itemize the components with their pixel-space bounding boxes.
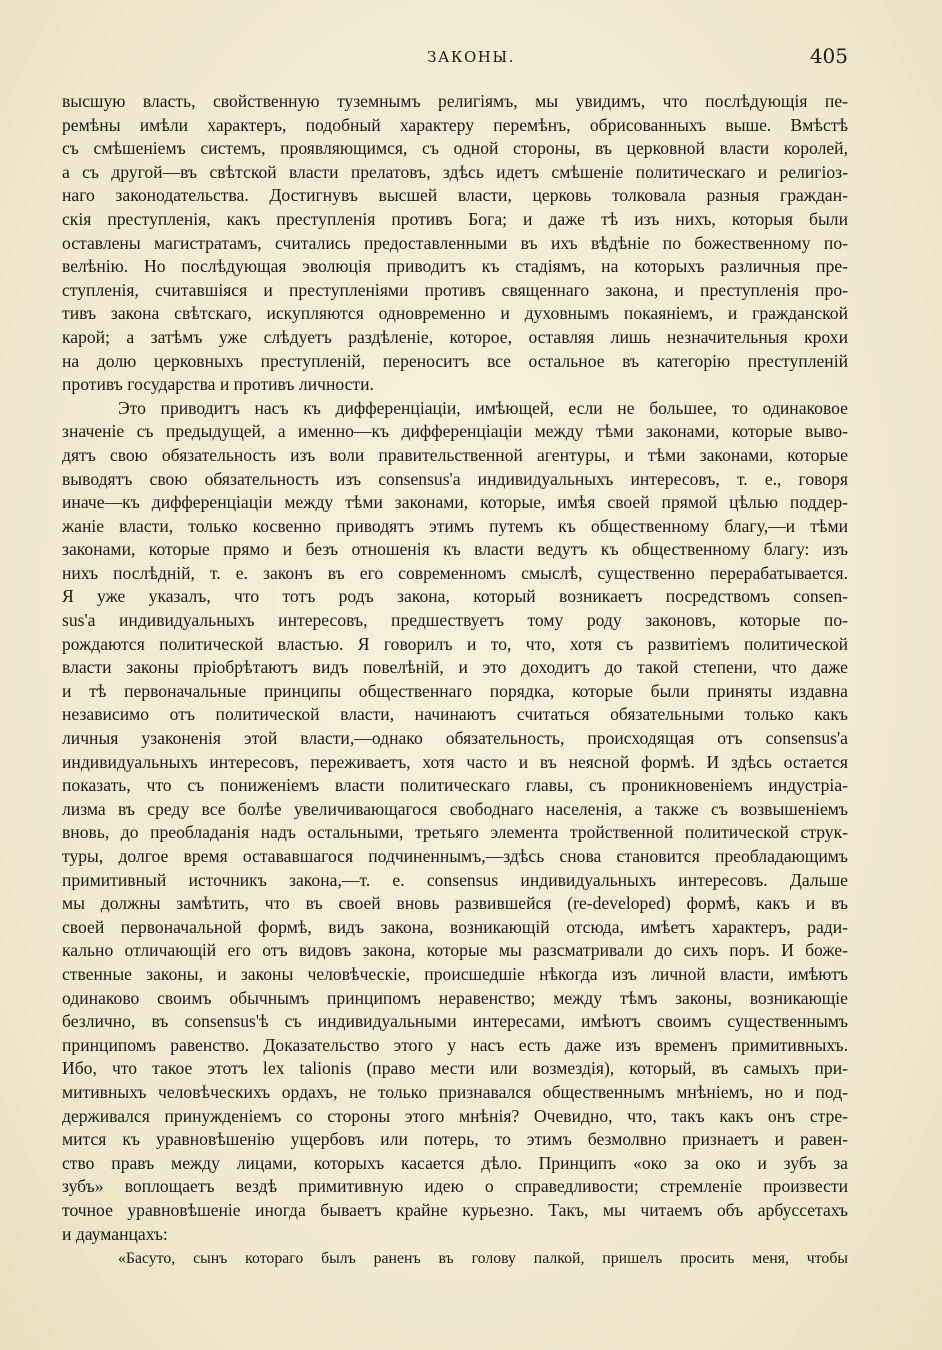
- text-line: выводятъ свою обязательность изъ consensus'а индивидуальныхъ интересовъ, т. е., говоря: [62, 468, 848, 489]
- text-line: мится къ уравновѣшенію ущербовъ или потерь, то этимъ безмолвно признаетъ и равен-: [62, 1129, 848, 1150]
- text-line: дятъ свою обязательность изъ воли правительственной агентуры, и тѣми законами, которые: [62, 444, 848, 465]
- text-line: велѣнію. Но послѣдующая эволюція приводитъ къ стадіямъ, на которыхъ различныя пре-: [62, 256, 848, 277]
- text-line: держивался принужденіемъ со стороны этого мнѣнія? Очевидно, что, такъ какъ онъ стре-: [62, 1105, 848, 1126]
- text-line: жаніе власти, только косвенно приводятъ этимъ путемъ къ общественному благу,—и тѣми: [62, 515, 848, 536]
- text-line: личныя узаконенія этой власти,—однако обязательность, происходящая отъ consensus'а: [62, 728, 848, 749]
- text-line: иначе—къ дифференціаціи между тѣми законами, которые, имѣя своей прямой цѣлью поддер-: [62, 492, 848, 513]
- text-line: туры, долгое время остававшагося подчиненнымъ,—здѣсь снова становится преобладающимъ: [62, 846, 848, 866]
- text-line: примитивный источникъ закона,—т. е. consensus индивидуальныхъ интересовъ. Дальше: [62, 869, 848, 890]
- text-line: Я уже указалъ, что тотъ родъ закона, который возникаетъ посредствомъ consen-: [62, 586, 848, 607]
- text-line: зубъ» воплощаетъ вездѣ примитивную идею о справедливости; стремленіе произвести: [62, 1176, 848, 1197]
- paragraph-2: [62, 397, 848, 1246]
- text-line: Ибо, что такое этотъ lex talionis (право мести или возмездія), который, въ самыхъ при-: [62, 1058, 848, 1079]
- text-line: власти законы пріобрѣтаютъ видъ повелѣній, и это доходитъ до такой степени, что даже: [62, 657, 848, 678]
- text-line: рождаются политической властью. Я говорилъ и то, что, хотя съ развитіемъ политической: [62, 633, 848, 654]
- paragraph-1: [62, 90, 848, 397]
- text-line: и дауманцахъ:: [62, 1223, 168, 1244]
- text-line: а съ другой—въ свѣтской власти прелатовъ, здѣсь идетъ смѣшеніе политическаго и религіоз-: [62, 161, 848, 182]
- running-title: ЗАКОНЫ.: [427, 48, 515, 66]
- text-line: индивидуальныхъ интересовъ, переживаетъ, хотя часто и въ неясной формѣ. И здѣсь остается: [62, 751, 848, 772]
- text-line: ремѣны имѣли характеръ, подобный характеру перемѣнъ, обрисованныхъ выше. Вмѣстѣ: [62, 114, 848, 135]
- text-line: съ смѣшеніемъ системъ, проявляющимся, съ одной стороны, въ церковной власти королей,: [62, 138, 848, 159]
- text-line: значеніе съ предыдущей, а именно—къ дифференціаціи между тѣми законами, которые выво-: [62, 421, 848, 442]
- text-line: митивныхъ человѣческихъ ордахъ, не только признавался общественнымъ мнѣніемъ, но и под-: [62, 1081, 848, 1102]
- text-line: оставлены магистратамъ, считались предоставленными въ ихъ вѣдѣніе по божественному по-: [62, 232, 848, 253]
- text-line: ступленія, считавшіяся и преступленіями противъ священнаго закона, и преступленія про-: [62, 279, 848, 300]
- text-line: законами, которые прямо и безъ отношенія къ власти ведутъ къ общественному благу: изъ: [62, 539, 848, 560]
- page-number: 405: [809, 44, 848, 68]
- text-line: наго законодательства. Достигнувъ высшей власти, церковь толковала разныя граждан-: [62, 185, 848, 206]
- body-text: [62, 90, 848, 1271]
- text-line: вновь, до преобладанія надъ остальными, третьяго элемента тройственной политической струк-: [62, 822, 848, 843]
- text-line: sus'а индивидуальныхъ интересовъ, предшествуетъ тому роду законовъ, которые по-: [62, 610, 848, 631]
- text-line: мы должны замѣтить, что въ своей вновь развившейся (re-developed) формѣ, какъ и въ: [62, 893, 848, 914]
- text-line: принципомъ равенство. Доказательство этого у насъ есть даже изъ временъ примитивныхъ.: [62, 1034, 848, 1055]
- text-line: противъ государства и противъ личности.: [62, 374, 374, 395]
- text-line: карой; а затѣмъ уже слѣдуетъ раздѣленіе, которое, оставляя лишь незначительныя крохи: [62, 326, 848, 347]
- text-line: безлично, въ consensus'ѣ съ индивидуальными интересами, имѣютъ своимъ существеннымъ: [62, 1011, 848, 1032]
- text-line: независимо отъ политической власти, начинаютъ считаться обязательными только какъ: [62, 704, 848, 725]
- text-line: ство правъ между лицами, которыхъ касается дѣло. Принципъ «око за око и зубъ за: [62, 1152, 848, 1173]
- text-line: кально отличающій его отъ видовъ закона, которые мы разсматривали до сихъ поръ. И боже-: [62, 940, 848, 961]
- text-line: показать, что съ пониженіемъ власти политическаго главы, съ проникновеніемъ индустріа-: [62, 775, 848, 796]
- text-line: своей первоначальной формѣ, видъ закона, возникающій отсюда, имѣетъ характеръ, ради-: [62, 916, 848, 937]
- text-line: лизма въ среду все болѣе увеличивающагося свободнаго населенія, а также съ возвышеніемъ: [62, 798, 848, 819]
- quote-paragraph: [62, 1247, 848, 1271]
- text-line: нихъ послѣдній, т. е. законъ въ его современномъ смыслѣ, существенно перерабатывается.: [62, 562, 848, 583]
- text-line: Это приводитъ насъ къ дифференціаціи, имѣющей, если не большее, то одинаковое: [118, 397, 848, 418]
- text-line: ственные законы, и законы человѣческіе, происшедшіе нѣкогда изъ личной власти, имѣютъ: [62, 963, 848, 984]
- text-line: точное уравновѣшеніе иногда бываетъ крайне курьезно. Такъ, мы читаемъ объ арбуссетахъ: [62, 1199, 848, 1220]
- text-line: на долю церковныхъ преступленій, переноситъ все остальное въ категорію преступленій: [62, 350, 848, 371]
- text-line: высшую власть, свойственную туземнымъ религіямъ, мы увидимъ, что послѣдующія пе-: [62, 91, 848, 111]
- text-line: и тѣ первоначальные принципы общественнаго порядка, которые были приняты издавна: [62, 680, 848, 701]
- text-line: скія преступленія, какъ преступленія противъ Бога; и даже тѣ изъ нихъ, которыя были: [62, 208, 848, 229]
- text-line: одинаково своимъ обычнымъ принципомъ неравенство; между тѣмъ законы, возникающіе: [62, 987, 848, 1008]
- quote-line: «Басуто, сынъ котораго былъ раненъ въ голову палкой, пришелъ просить меня, чтобы: [118, 1250, 848, 1268]
- text-line: тивъ закона свѣтскаго, искупляются одновременно и духовнымъ покаяніемъ, и гражданской: [62, 303, 848, 324]
